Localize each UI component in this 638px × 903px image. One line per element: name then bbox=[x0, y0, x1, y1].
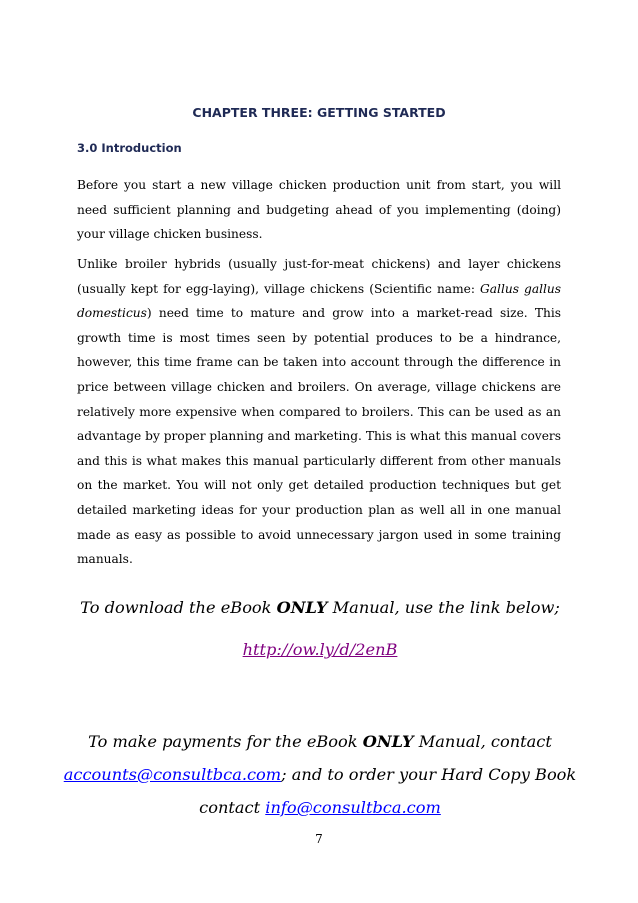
info-email-link[interactable]: info@consultbca.com bbox=[265, 798, 441, 817]
payment-text: ; and to order your Hard Copy Book contact bbox=[199, 765, 577, 817]
download-text: To download the eBook bbox=[80, 598, 277, 617]
paragraph-intro: Before you start a new village chicken production unit from start, you will need sufficient planning and budgeting ahead of you implementing (doing) your village chicken business. bbox=[77, 178, 561, 242]
page-number: 7 bbox=[315, 832, 323, 846]
paragraph-text: Unlike broiler hybrids (usually just-for-meat chickens) and layer chickens (usually kept for egg-laying), village chickens (Scientific name: bbox=[77, 257, 561, 296]
payment-notice bbox=[60, 725, 580, 824]
chapter-title: CHAPTER THREE: GETTING STARTED bbox=[192, 105, 446, 120]
paragraph-comparison bbox=[77, 252, 561, 572]
payment-text: Manual, contact bbox=[413, 732, 552, 751]
download-link[interactable]: http://ow.ly/d/2enB bbox=[242, 640, 398, 659]
section-heading: 3.0 Introduction bbox=[77, 141, 182, 155]
download-text: Manual, use the link below; bbox=[327, 598, 560, 617]
payment-text: To make payments for the eBook bbox=[88, 732, 363, 751]
download-notice bbox=[60, 598, 580, 617]
emphasis-only: ONLY bbox=[276, 598, 328, 617]
emphasis-only: ONLY bbox=[362, 732, 414, 751]
paragraph-text: ) need time to mature and grow into a market-read size. This growth time is most times seen by potential produces to be a hindrance, however, this time frame can be taken into account through the difference in price between village chicken and broilers. On average, village chickens are relatively more expensive when compared to broilers. This can be used as an advantage by proper planning and marketing. This is what this manual covers and this is what makes this manual particularly different from other manuals on the market. You will not only get detailed production techniques but get detailed marketing ideas for your production plan as well all in one manual made as easy as possible to avoid unnecessary jargon used in some training manuals. bbox=[77, 306, 561, 567]
accounts-email-link[interactable]: accounts@consultbca.com bbox=[63, 765, 282, 784]
scientific-name: Gallus gallus domesticus bbox=[77, 281, 561, 321]
